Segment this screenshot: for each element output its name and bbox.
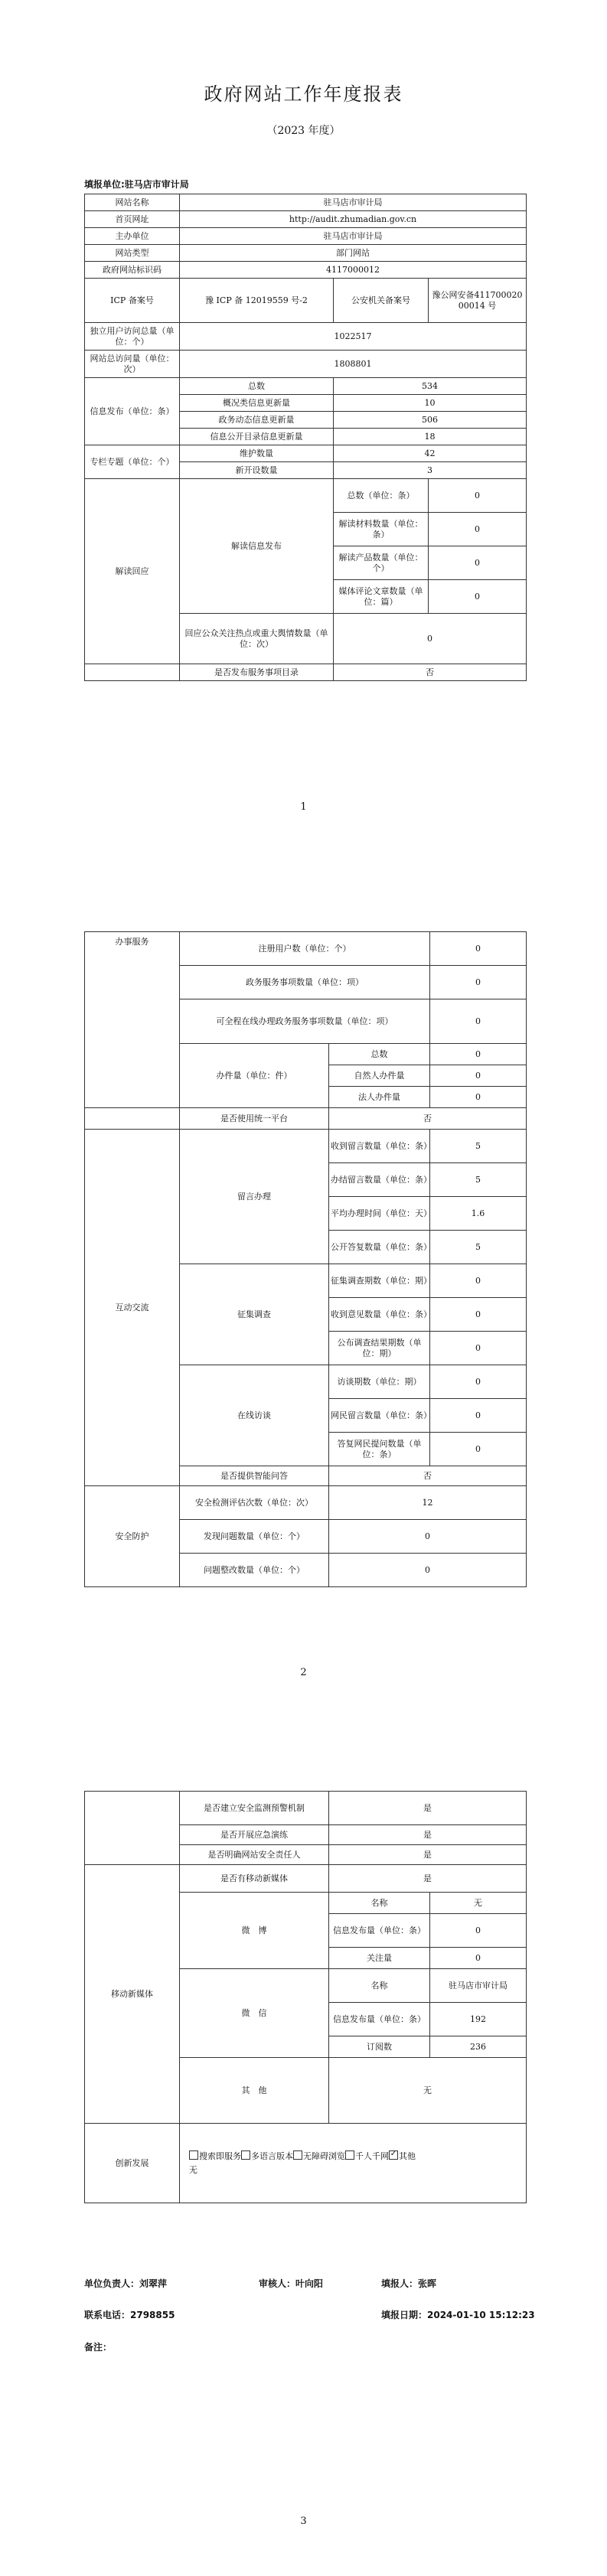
- survey-result-value: 0: [430, 1332, 527, 1365]
- other-media-label: 其 他: [180, 2058, 329, 2124]
- smart-qa-label: 是否提供智能问答: [180, 1466, 329, 1486]
- police-label: 公安机关备案号: [334, 279, 429, 323]
- site-code-value: 4117000012: [180, 262, 527, 279]
- online-items-value: 0: [430, 999, 527, 1044]
- monitor-label: 是否建立安全监测预警机制: [180, 1792, 329, 1825]
- home-url-value: http://audit.zhumadian.gov.cn: [180, 211, 527, 228]
- innovation-options: [180, 2124, 527, 2203]
- survey-count-label: 征集调查期数（单位：期）: [329, 1264, 430, 1298]
- checkbox-search[interactable]: [189, 2150, 198, 2160]
- owner-value: 是: [329, 1845, 527, 1865]
- drill-value: 是: [329, 1825, 527, 1845]
- reg-users-value: 0: [430, 932, 527, 966]
- wechat-name-label: 名称: [329, 1969, 430, 2003]
- site-name-label: 网站名称: [85, 194, 180, 211]
- column-new-label: 新开设数量: [180, 462, 334, 479]
- service-catalog-label: 是否发布服务事项目录: [180, 664, 334, 681]
- checkbox-personal[interactable]: [345, 2150, 354, 2160]
- info-catalog-label: 信息公开目录信息更新量: [180, 429, 334, 445]
- weibo-posts-value: 0: [430, 1914, 527, 1948]
- survey-result-label: 公布调查结果期数（单位：期）: [329, 1332, 430, 1365]
- service-catalog-spacer: [85, 664, 180, 681]
- weibo-follow-label: 关注量: [329, 1948, 430, 1969]
- sec-check-value: 12: [329, 1486, 527, 1520]
- sec-found-value: 0: [329, 1520, 527, 1554]
- pv-label: 网站总访问量（单位：次）: [85, 351, 180, 378]
- weibo-posts-label: 信息发布量（单位：条）: [329, 1914, 430, 1948]
- page-number-1: 1: [300, 801, 307, 813]
- survey-label: 征集调查: [180, 1264, 329, 1365]
- newmedia-table: [84, 1791, 527, 2203]
- filler: 填报人：张晖: [381, 2278, 437, 2289]
- msg-label: 留言办理: [180, 1130, 329, 1264]
- wechat-label: 微 信: [180, 1969, 329, 2058]
- items-value: 0: [430, 966, 527, 999]
- report-year: （2023 年度）: [266, 125, 341, 137]
- unified-label: 是否使用统一平台: [180, 1108, 329, 1130]
- drill-spacer: [85, 1825, 180, 1845]
- handle-person-value: 0: [430, 1065, 527, 1087]
- opt-other-label: 其他: [399, 2150, 416, 2161]
- uv-label: 独立用户访问总量（单位：个）: [85, 323, 180, 351]
- innovation-label: 创新发展: [85, 2124, 180, 2203]
- info-dynamic-label: 政务动态信息更新量: [180, 412, 334, 429]
- fill-date: 填报日期：2024-01-10 15:12:23: [381, 2310, 535, 2320]
- newmedia-label: 移动新媒体: [85, 1865, 180, 2124]
- column-label: 专栏专题（单位：个）: [85, 445, 180, 479]
- reviewer: 审核人：叶向阳: [259, 2278, 324, 2289]
- iv-msg-label: 网民留言数量（单位：条）: [329, 1399, 430, 1433]
- home-url-label: 首页网址: [85, 211, 180, 228]
- checkbox-barrier[interactable]: [293, 2150, 302, 2160]
- iv-count-label: 访谈期数（单位：期）: [329, 1365, 430, 1399]
- wechat-posts-label: 信息发布量（单位：条）: [329, 2003, 430, 2036]
- owner-spacer: [85, 1845, 180, 1865]
- handle-corp-label: 法人办件量: [329, 1087, 430, 1108]
- has-newmedia-label: 是否有移动新媒体: [180, 1865, 329, 1893]
- drill-label: 是否开展应急演练: [180, 1825, 329, 1845]
- host-label: 主办单位: [85, 228, 180, 245]
- msg-days-value: 1.6: [430, 1197, 527, 1231]
- interp-total-value: 0: [429, 479, 527, 513]
- page-title: 政府网站工作年度报表: [204, 83, 403, 105]
- iv-reply-label: 答复网民提问数量（单位：条）: [329, 1433, 430, 1466]
- opt-multilang-label: 多语言版本: [251, 2150, 293, 2161]
- column-maintain-label: 维护数量: [180, 445, 334, 462]
- security-label: 安全防护: [85, 1486, 180, 1587]
- wechat-name-value: 驻马店市审计局: [430, 1969, 527, 2003]
- interp-release-label: 解读信息发布: [180, 479, 334, 614]
- msg-recv-label: 收到留言数量（单位：条）: [329, 1130, 430, 1163]
- remarks: 备注：: [84, 2342, 113, 2353]
- survey-count-value: 0: [430, 1264, 527, 1298]
- sec-found-label: 发现问题数量（单位：个）: [180, 1520, 329, 1554]
- service-label: 办事服务: [85, 932, 180, 1108]
- opt-barrier-label: 无障碍浏览: [303, 2150, 345, 2161]
- weibo-name-label: 名称: [329, 1893, 430, 1914]
- weibo-name-value: 无: [430, 1893, 527, 1914]
- msg-done-label: 办结留言数量（单位：条）: [329, 1163, 430, 1197]
- sec-fixed-label: 问题整改数量（单位：个）: [180, 1554, 329, 1587]
- weibo-follow-value: 0: [430, 1948, 527, 1969]
- interp-total-label: 总数（单位：条）: [334, 479, 429, 513]
- police-value: 豫公网安备41170002000014 号: [429, 279, 527, 323]
- service-catalog-value: 否: [334, 664, 527, 681]
- online-items-label: 可全程在线办理政务服务事项数量（单位：项）: [180, 999, 430, 1044]
- iv-reply-value: 0: [430, 1433, 527, 1466]
- pv-value: 1808801: [180, 351, 527, 378]
- owner-label: 是否明确网站安全责任人: [180, 1845, 329, 1865]
- hot-label: 回应公众关注热点或重大舆情数量（单位：次）: [180, 614, 334, 664]
- other-media-value: 无: [329, 2058, 527, 2124]
- phone: 联系电话：2798855: [84, 2310, 175, 2320]
- opt-other-value: 无: [189, 2164, 197, 2175]
- info-overview-label: 概况类信息更新量: [180, 395, 334, 412]
- column-maintain-value: 42: [334, 445, 527, 462]
- handle-label: 办件量（单位：件）: [180, 1044, 329, 1108]
- msg-pub-value: 5: [430, 1231, 527, 1264]
- handle-total-label: 总数: [329, 1044, 430, 1065]
- msg-pub-label: 公开答复数量（单位：条）: [329, 1231, 430, 1264]
- page-number-2: 2: [300, 1667, 307, 1678]
- unified-spacer: [85, 1108, 180, 1130]
- uv-value: 1022517: [180, 323, 527, 351]
- monitor-value: 是: [329, 1792, 527, 1825]
- survey-opinion-value: 0: [430, 1298, 527, 1332]
- hot-value: 0: [334, 614, 527, 664]
- info-total-value: 534: [334, 378, 527, 395]
- checkbox-other[interactable]: [389, 2150, 398, 2160]
- info-dynamic-value: 506: [334, 412, 527, 429]
- handle-total-value: 0: [430, 1044, 527, 1065]
- unified-value: 否: [329, 1108, 527, 1130]
- reporting-unit: 填报单位:驻马店市审计局: [84, 179, 189, 190]
- items-label: 政务服务事项数量（单位：项）: [180, 966, 430, 999]
- checkbox-multilang[interactable]: [241, 2150, 250, 2160]
- icp-label: ICP 备案号: [85, 279, 180, 323]
- interact-label: 互动交流: [85, 1130, 180, 1486]
- msg-recv-value: 5: [430, 1130, 527, 1163]
- interp-media-value: 0: [429, 580, 527, 614]
- interp-material-label: 解读材料数量（单位：条）: [334, 513, 429, 546]
- icp-value: 豫 ICP 备 12019559 号-2: [180, 279, 334, 323]
- interp-media-label: 媒体评论文章数量（单位：篇）: [334, 580, 429, 614]
- info-total-label: 总数: [180, 378, 334, 395]
- site-type-value: 部门网站: [180, 245, 527, 262]
- wechat-subs-label: 订阅数: [329, 2036, 430, 2058]
- host-value: 驻马店市审计局: [180, 228, 527, 245]
- column-new-value: 3: [334, 462, 527, 479]
- basic-info-table: [84, 194, 527, 681]
- msg-days-label: 平均办理时间（单位：天）: [329, 1197, 430, 1231]
- info-release-label: 信息发布（单位：条）: [85, 378, 180, 445]
- smart-qa-value: 否: [329, 1466, 527, 1486]
- opt-personal-label: 千人千网: [355, 2150, 389, 2161]
- interp-product-value: 0: [429, 546, 527, 580]
- sec-check-label: 安全检测评估次数（单位：次）: [180, 1486, 329, 1520]
- handle-person-label: 自然人办件量: [329, 1065, 430, 1087]
- monitor-spacer: [85, 1792, 180, 1825]
- iv-msg-value: 0: [430, 1399, 527, 1433]
- site-code-label: 政府网站标识码: [85, 262, 180, 279]
- sec-fixed-value: 0: [329, 1554, 527, 1587]
- interp-material-value: 0: [429, 513, 527, 546]
- service-interaction-table: [84, 931, 527, 1587]
- online-interview-label: 在线访谈: [180, 1365, 329, 1466]
- info-catalog-value: 18: [334, 429, 527, 445]
- site-type-label: 网站类型: [85, 245, 180, 262]
- leader: 单位负责人：刘翠萍: [84, 2278, 168, 2289]
- weibo-label: 微 博: [180, 1893, 329, 1969]
- wechat-posts-value: 192: [430, 2003, 527, 2036]
- site-name-value: 驻马店市审计局: [180, 194, 527, 211]
- interp-product-label: 解读产品数量（单位：个）: [334, 546, 429, 580]
- msg-done-value: 5: [430, 1163, 527, 1197]
- handle-corp-value: 0: [430, 1087, 527, 1108]
- page-number-3: 3: [300, 2516, 307, 2527]
- wechat-subs-value: 236: [430, 2036, 527, 2058]
- interp-label: 解读回应: [85, 479, 180, 664]
- has-newmedia-value: 是: [329, 1865, 527, 1893]
- opt-search-label: 搜索即服务: [199, 2150, 241, 2161]
- iv-count-value: 0: [430, 1365, 527, 1399]
- reg-users-label: 注册用户数（单位：个）: [180, 932, 430, 966]
- info-overview-value: 10: [334, 395, 527, 412]
- survey-opinion-label: 收到意见数量（单位：条）: [329, 1298, 430, 1332]
